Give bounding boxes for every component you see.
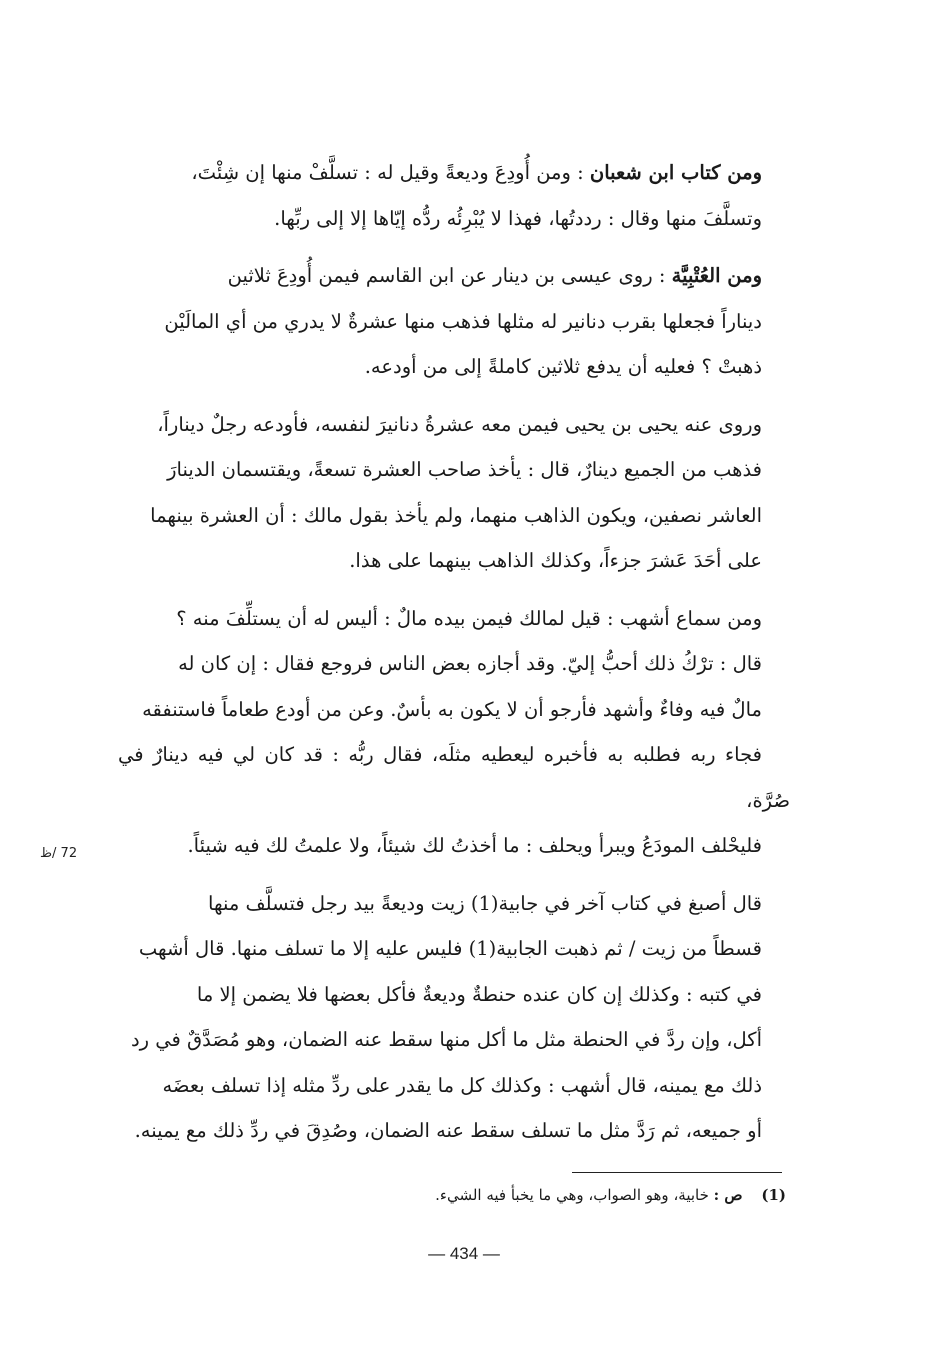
text-line: ذلك مع يمينه، قال أشهب : وكذلك كل ما يقدر على ردِّ مثله إذا تسلف بعضَه bbox=[162, 1073, 762, 1097]
text-line: مالٌ فيه وفاءٌ وأشهد فأرجو أن لا يكون به بأسٌ. وعن من أودع طعاماً فاستنفقه bbox=[142, 697, 762, 721]
text-line: قال : ترْكُ ذلك أحبُّ إليّ. وقد أجازه بعض الناس فروجع فقال : إن كان له bbox=[178, 652, 762, 675]
paragraph-lead: ومن العُتْبِيَّة bbox=[671, 264, 762, 287]
page-number: — 434 — bbox=[428, 1244, 500, 1263]
text-line: قال أصبغ في كتاب آخر في جابية(1) زيت وديعةً بيد رجل فتسلَّف منها bbox=[208, 891, 762, 915]
text-line: ومن سماع أشهب : قيل لمالك فيمن بيده مالٌ : أليس له أن يستلِّفَ منه ؟ bbox=[176, 606, 762, 630]
paragraph-1 bbox=[118, 150, 790, 241]
footnote bbox=[286, 1186, 786, 1204]
paragraph-lead: ومن كتاب ابن شعبان bbox=[589, 161, 762, 184]
text-line: العاشر نصفين، ويكون الذاهب منهما، ولم يأخذ بقول مالك : أن العشرة بينهما bbox=[150, 503, 762, 527]
paragraph-3 bbox=[118, 402, 790, 584]
paragraph-5 bbox=[118, 881, 790, 1154]
main-text bbox=[118, 150, 790, 1166]
text-line: وروى عنه يحيى بن يحيى فيمن معه عشرةُ دنانيرَ لنفسه، فأودعه رجلٌ ديناراً، bbox=[157, 412, 762, 436]
footnote-divider bbox=[572, 1172, 782, 1173]
footnote-source: ص : bbox=[713, 1186, 743, 1204]
text-line: ذهبتْ ؟ فعليه أن يدفع ثلاثين كاملةً إلى من أودعه. bbox=[364, 355, 762, 378]
text-line: أكل، وإن ردَّ في الحنطة مثل ما أكل منها سقط عنه الضمان، وهو مُصَدَّقٌ في رد bbox=[130, 1028, 762, 1051]
text-line: فجاء ربه فطلبه به فأخبره ليعطيه مثلَه، فقال ربُّه : قد كان لي فيه دينارٌ في صُرَّة، bbox=[118, 743, 790, 812]
text-line: : روى عيسى بن دينار عن ابن القاسم فيمن أُودِعَ ثلاثين bbox=[227, 264, 672, 287]
text-line: ديناراً فجعلها بقرب دنانير له مثلها فذهب منها عشرةٌ لا يدري من أي المالَيْن bbox=[164, 309, 762, 333]
text-line: : ومن أُودِعَ وديعةً وقيل له : تسلَّفْ منها إن شِئْتَ، bbox=[191, 161, 590, 184]
paragraph-4 bbox=[118, 596, 790, 869]
paragraph-2 bbox=[118, 253, 790, 390]
text-line: وتسلَّفَ منها وقال : رددتُها، فهذا لا يُبْرِئُه ردُّه إيّاها إلا إلى ربِّها. bbox=[274, 206, 762, 230]
footnote-number: (1) bbox=[761, 1186, 786, 1204]
text-line: قسطاً من زيت / ثم ذهبت الجابية(1) فليس عليه إلا ما تسلف منها. قال أشهب bbox=[138, 937, 762, 960]
text-line: فليحْلف المودَعُ ويبرأ ويحلف : ما أخذتُ لك شيئاً، ولا علمتُ لك فيه شيئاً. bbox=[187, 834, 762, 857]
footnote-text: خابية، وهو الصواب، وهي ما يخبأ فيه الشيء. bbox=[435, 1186, 709, 1204]
text-line: أو جميعه، ثم رَدَّ مثل ما تسلف سقط عنه الضمان، وصُدِقَ في ردِّ ذلك مع يمينه. bbox=[134, 1119, 762, 1142]
text-line: في كتبه : وكذلك إن كان عنده حنطةٌ وديعةٌ فأكل بعضها فلا يضمن إلا ما bbox=[196, 982, 762, 1006]
text-line: فذهب من الجميع دينارٌ، قال : يأخذ صاحب العشرة تسعةً، ويقتسمان الدينارَ bbox=[167, 458, 762, 481]
manuscript-folio-note: 72 /ظ bbox=[40, 846, 78, 861]
text-line: على أحَدَ عَشرَ جزءاً، وكذلك الذاهب بينهما على هذا. bbox=[349, 549, 762, 572]
